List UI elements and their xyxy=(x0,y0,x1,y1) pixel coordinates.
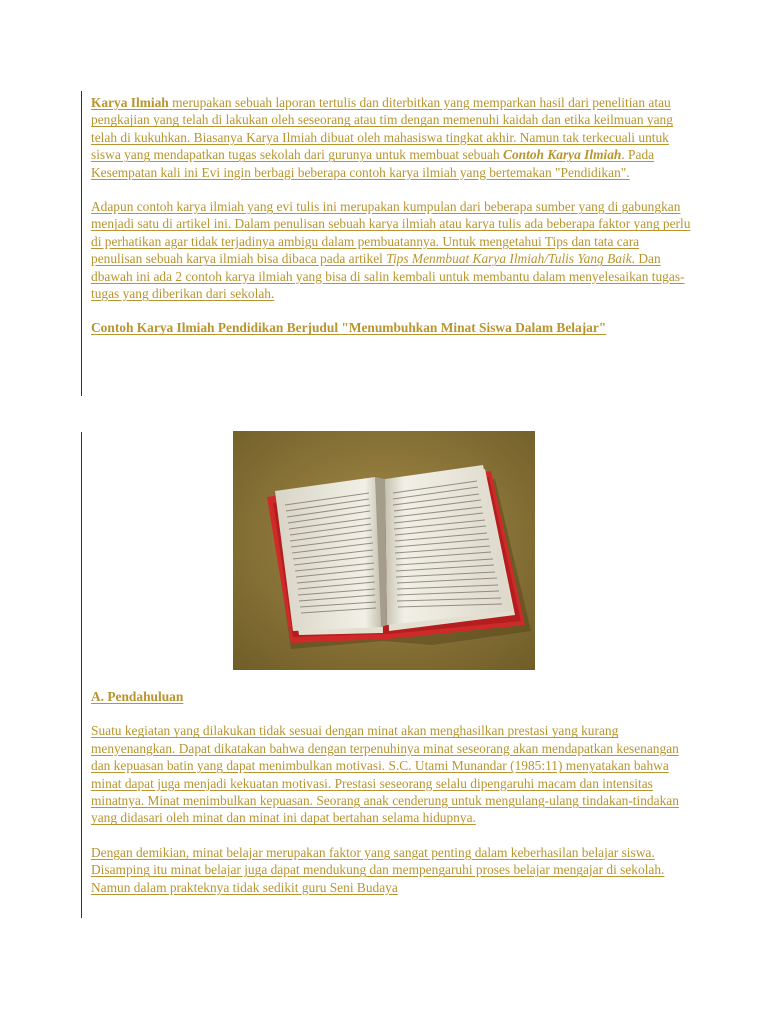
term-karya-ilmiah: Karya Ilmiah xyxy=(91,95,169,110)
article-heading: Contoh Karya Ilmiah Pendidikan Berjudul "Menumbuhkan Minat Siswa Dalam Belajar" xyxy=(91,320,607,336)
intro-p2-part-b: . Dan dbawah ini ada 2 contoh karya ilmiah yang bisa di salin kembali untuk membantu dalam menyelesaikan tugas-tugas yang diberikan dari sekolah. xyxy=(91,251,685,302)
section-paragraph-2: Dengan demikian, minat belajar merupakan faktor yang sangat penting dalam keberhasilan belajar siswa. Disamping itu minat belajar juga dapat mendukung dan mempengaruhi proses belajar mengajar di sekolah. Namun dalam prakteknya tidak sedikit guru Seni Budaya xyxy=(91,844,665,895)
open-book-illustration xyxy=(233,431,535,670)
link-contoh-karya-ilmiah[interactable]: Contoh Karya Ilmiah xyxy=(503,147,622,163)
left-margin-bar-top xyxy=(81,91,82,396)
intro-p1-part-a: merupakan sebuah laporan tertulis dan diterbitkan yang memparkan hasil dari penelitian atau pengkajian yang telah di lakukan oleh seseorang atau tim dengan memenuhi kaidah dan etika keilmuan yang telah di kukuhkan. Biasanya Karya Ilmiah dibuat oleh mahasiswa tingkat akhir. Namun tak terkecuali untuk siswa yang mendapatkan tugas sekolah dari gurunya untuk membuat sebuah xyxy=(91,95,673,163)
intro-text-block xyxy=(91,94,691,337)
section-text-block xyxy=(91,688,691,896)
open-book-photo xyxy=(233,431,535,670)
link-tips-karya-ilmiah[interactable]: Tips Menmbuat Karya Ilmiah/Tulis Yang Baik xyxy=(386,251,632,267)
section-title: A. Pendahuluan xyxy=(91,689,184,704)
intro-p2-part-a: Adapun contoh karya ilmiah yang evi tulis ini merupakan kumpulan dari beberapa sumber yang di gabungkan menjadi satu di artikel ini. Dalam penulisan sebuah karya ilmiah atau karya tulis ada beberapa faktor yang perlu di perhatikan agar tidak terjadinya ambigu dalam pembuatannya. Untuk mengetahui Tips dan tata cara penulisan sebuah karya ilmiah bisa dibaca pada artikel xyxy=(91,199,691,267)
left-margin-bar-bottom xyxy=(81,432,82,918)
intro-paragraph-1 xyxy=(91,94,691,181)
intro-paragraph-2 xyxy=(91,198,691,302)
section-paragraph-1: Suatu kegiatan yang dilakukan tidak sesuai dengan minat akan menghasilkan prestasi yang kurang menyenangkan. Dapat dikatakan bahwa dengan terpenuhinya minat seseorang akan mendapatkan kesenangan dan kepuasan batin yang dapat menimbulkan motivasi. S.C. Utami Munandar (1985:11) menyatakan bahwa minat dapat juga menjadi kekuatan motivasi. Prestasi seseorang selalu dipengaruhi macam dan intensitas minatnya. Minat menimbulkan kepuasan. Seorang anak cenderung untuk mengulang-ulang tindakan-tindakan yang didasari oleh minat dan minat ini dapat bertahan selama hidupnya. xyxy=(91,723,679,826)
intro-p1-part-b: . Pada Kesempatan kali ini Evi ingin berbagi beberapa contoh karya ilmiah yang bertemakan "Pendidikan". xyxy=(91,147,655,180)
